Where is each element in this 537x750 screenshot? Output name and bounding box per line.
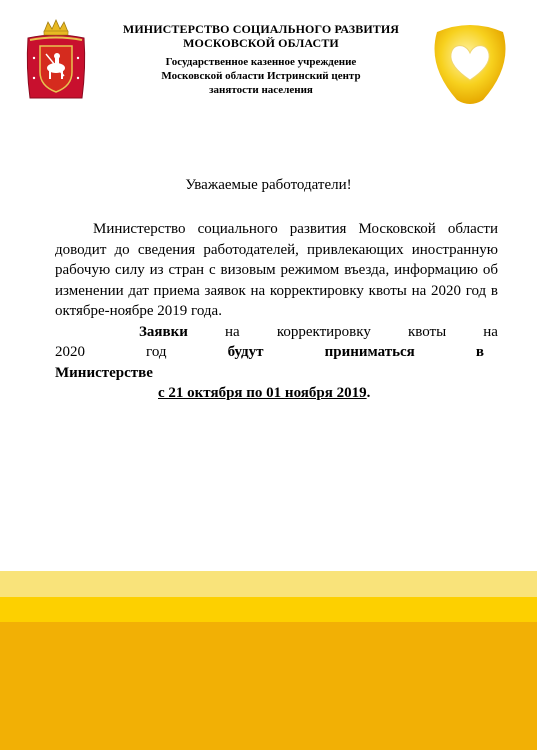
institution-name-line3: занятости населения bbox=[209, 84, 313, 96]
word: год bbox=[146, 344, 167, 360]
paragraph-applications bbox=[55, 322, 498, 384]
footer-band-dark bbox=[0, 622, 537, 750]
footer-band-light bbox=[0, 571, 537, 597]
salutation: Уважаемые работодатели! bbox=[185, 177, 352, 193]
paragraph-quota-info: Министерство социального развития Московской области доводит до сведения работодателей, привлекающих иностранную рабочую силу из стран с визовым режимом въезда, информацию об изменении дат приема заявок на корректировку квоты на 2020 год в октябре-ноябре 2019 года. bbox=[55, 221, 498, 319]
word: приниматься bbox=[324, 344, 415, 360]
word: на bbox=[483, 323, 498, 340]
word: корректировку bbox=[276, 323, 371, 340]
word: будут bbox=[227, 344, 264, 360]
institution-name-line2: Московской области Истринский центр bbox=[161, 70, 361, 82]
ministry-name-line1: МИНИСТЕРСТВО СОЦИАЛЬНОГО РАЗВИТИЯ bbox=[122, 22, 400, 36]
word: Министерстве bbox=[55, 364, 153, 381]
letterhead bbox=[100, 22, 422, 97]
word: в bbox=[475, 344, 484, 360]
word: 2020 bbox=[55, 344, 85, 360]
letter-body bbox=[55, 219, 498, 404]
ministry-name-line2: МОСКОВСКОЙ ОБЛАСТИ bbox=[183, 36, 339, 50]
moscow-oblast-coat-of-arms-icon bbox=[24, 18, 88, 102]
footer-band-mid bbox=[0, 597, 537, 622]
dates-range: с 21 октября по 01 ноября 2019 bbox=[158, 385, 367, 401]
institution-name-line1: Государственное казенное учреждение bbox=[165, 56, 357, 68]
word: Заявки bbox=[139, 323, 188, 340]
submission-dates bbox=[55, 383, 498, 404]
yellow-heart-logo-icon bbox=[427, 20, 513, 106]
word: квоты bbox=[407, 323, 447, 340]
word: на bbox=[225, 323, 240, 340]
dates-period: . bbox=[366, 385, 371, 401]
